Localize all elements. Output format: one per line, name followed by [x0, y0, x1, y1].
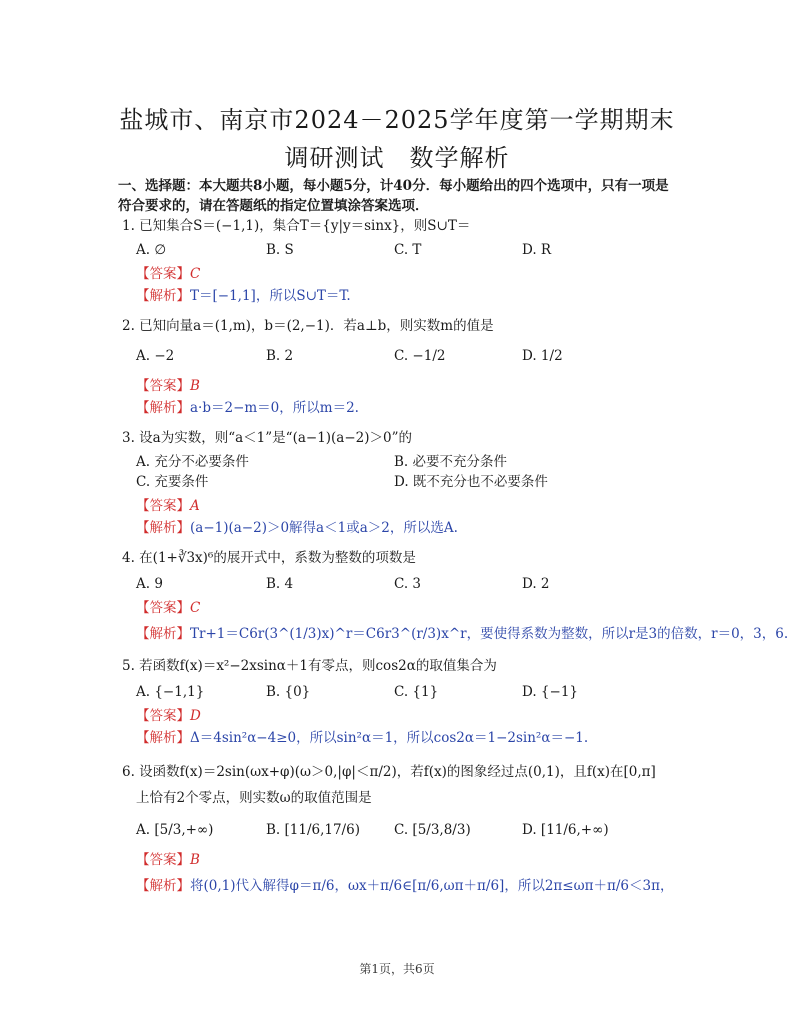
option-a: A. 充分不必要条件: [136, 454, 249, 470]
option-d: D. [11/6,+∞): [522, 822, 609, 838]
option-c: C. T: [394, 242, 422, 258]
option-d: D. 2: [522, 576, 550, 592]
question-6-answer: 【答案】B: [136, 852, 200, 868]
question-2-solution: 【解析】a·b＝2−m＝0，所以m＝2.: [136, 400, 359, 416]
option-a: A. 9: [136, 576, 163, 592]
option-c: C. −1/2: [394, 348, 446, 364]
question-5-stem: 5. 若函数f(x)＝x²−2xsinα＋1有零点，则cos2α的取值集合为: [122, 658, 497, 674]
option-c: C. 3: [394, 576, 422, 592]
option-a: A. [5/3,+∞): [136, 822, 214, 838]
page-title: 盐城市、南京市2024－2025学年度第一学期期末: [119, 106, 675, 134]
option-b: B. 必要不充分条件: [394, 454, 508, 470]
question-2-stem: 2. 已知向量a＝(1,m)，b＝(2,−1)．若a⊥b，则实数m的值是: [122, 318, 494, 334]
option-b: B. {0}: [266, 684, 311, 700]
option-b: B. 2: [266, 348, 294, 364]
question-2-answer: 【答案】B: [136, 378, 200, 394]
option-d: D. {−1}: [522, 684, 579, 700]
question-6-solution: 【解析】将(0,1)代入解得φ＝π/6，ωx＋π/6∈[π/6,ωπ＋π/6]，所以2π≤ωπ＋π/6＜3π，: [136, 878, 674, 894]
option-d: D. R: [522, 242, 552, 258]
question-1-solution: 【解析】T＝[−1,1]，所以S∪T＝T.: [136, 288, 351, 304]
option-a: A. ∅: [136, 242, 167, 258]
option-c: C. [5/3,8/3): [394, 822, 471, 838]
option-b: B. S: [266, 242, 294, 258]
option-c: C. 充要条件: [136, 474, 209, 490]
question-1-stem: 1. 已知集合S＝(−1,1)，集合T＝{y|y＝sinx}，则S∪T＝: [122, 218, 471, 234]
question-3-solution: 【解析】(a−1)(a−2)＞0解得a＜1或a＞2，所以选A.: [136, 520, 458, 536]
option-d: D. 1/2: [522, 348, 563, 364]
question-5-solution: 【解析】Δ＝4sin²α−4≥0，所以sin²α＝1，所以cos2α＝1−2sin²α＝−1.: [136, 730, 589, 746]
question-6-stem: 6. 设函数f(x)＝2sin(ωx+φ)(ω＞0,|φ|＜π/2)，若f(x)的图象经过点(0,1)，且f(x)在[0,π]: [122, 764, 656, 780]
page-footer: 第1页，共6页: [359, 962, 435, 976]
question-3-answer: 【答案】A: [136, 498, 200, 514]
question-5-answer: 【答案】D: [136, 708, 201, 724]
option-d: D. 既不充分也不必要条件: [394, 474, 548, 490]
question-4-stem: 4. 在(1+∛3x)⁶的展开式中，系数为整数的项数是: [122, 550, 416, 566]
question-4-answer: 【答案】C: [136, 600, 201, 616]
question-6-stem-line2: 上恰有2个零点，则实数ω的取值范围是: [136, 790, 372, 806]
option-a: A. −2: [136, 348, 175, 364]
option-b: B. 4: [266, 576, 294, 592]
section-header: 一、选择题：本大题共8小题，每小题5分，计40分．每小题给出的四个选项中，只有一项是 符合要求的，请在答题纸的指定位置填涂答案选项．: [118, 178, 669, 214]
question-1-answer: 【答案】C: [136, 266, 201, 282]
option-b: B. [11/6,17/6): [266, 822, 360, 838]
option-c: C. {1}: [394, 684, 439, 700]
question-4-solution: 【解析】Tr+1＝C6r(3^(1/3)x)^r＝C6r3^(r/3)x^r，要使得系数为整数，所以r是3的倍数，r＝0，3，6.: [136, 626, 789, 642]
page-subtitle: 调研测试 数学解析: [284, 144, 510, 172]
question-3-stem: 3. 设a为实数，则“a＜1”是“(a−1)(a−2)＞0”的: [122, 430, 413, 446]
option-a: A. {−1,1}: [136, 684, 205, 700]
